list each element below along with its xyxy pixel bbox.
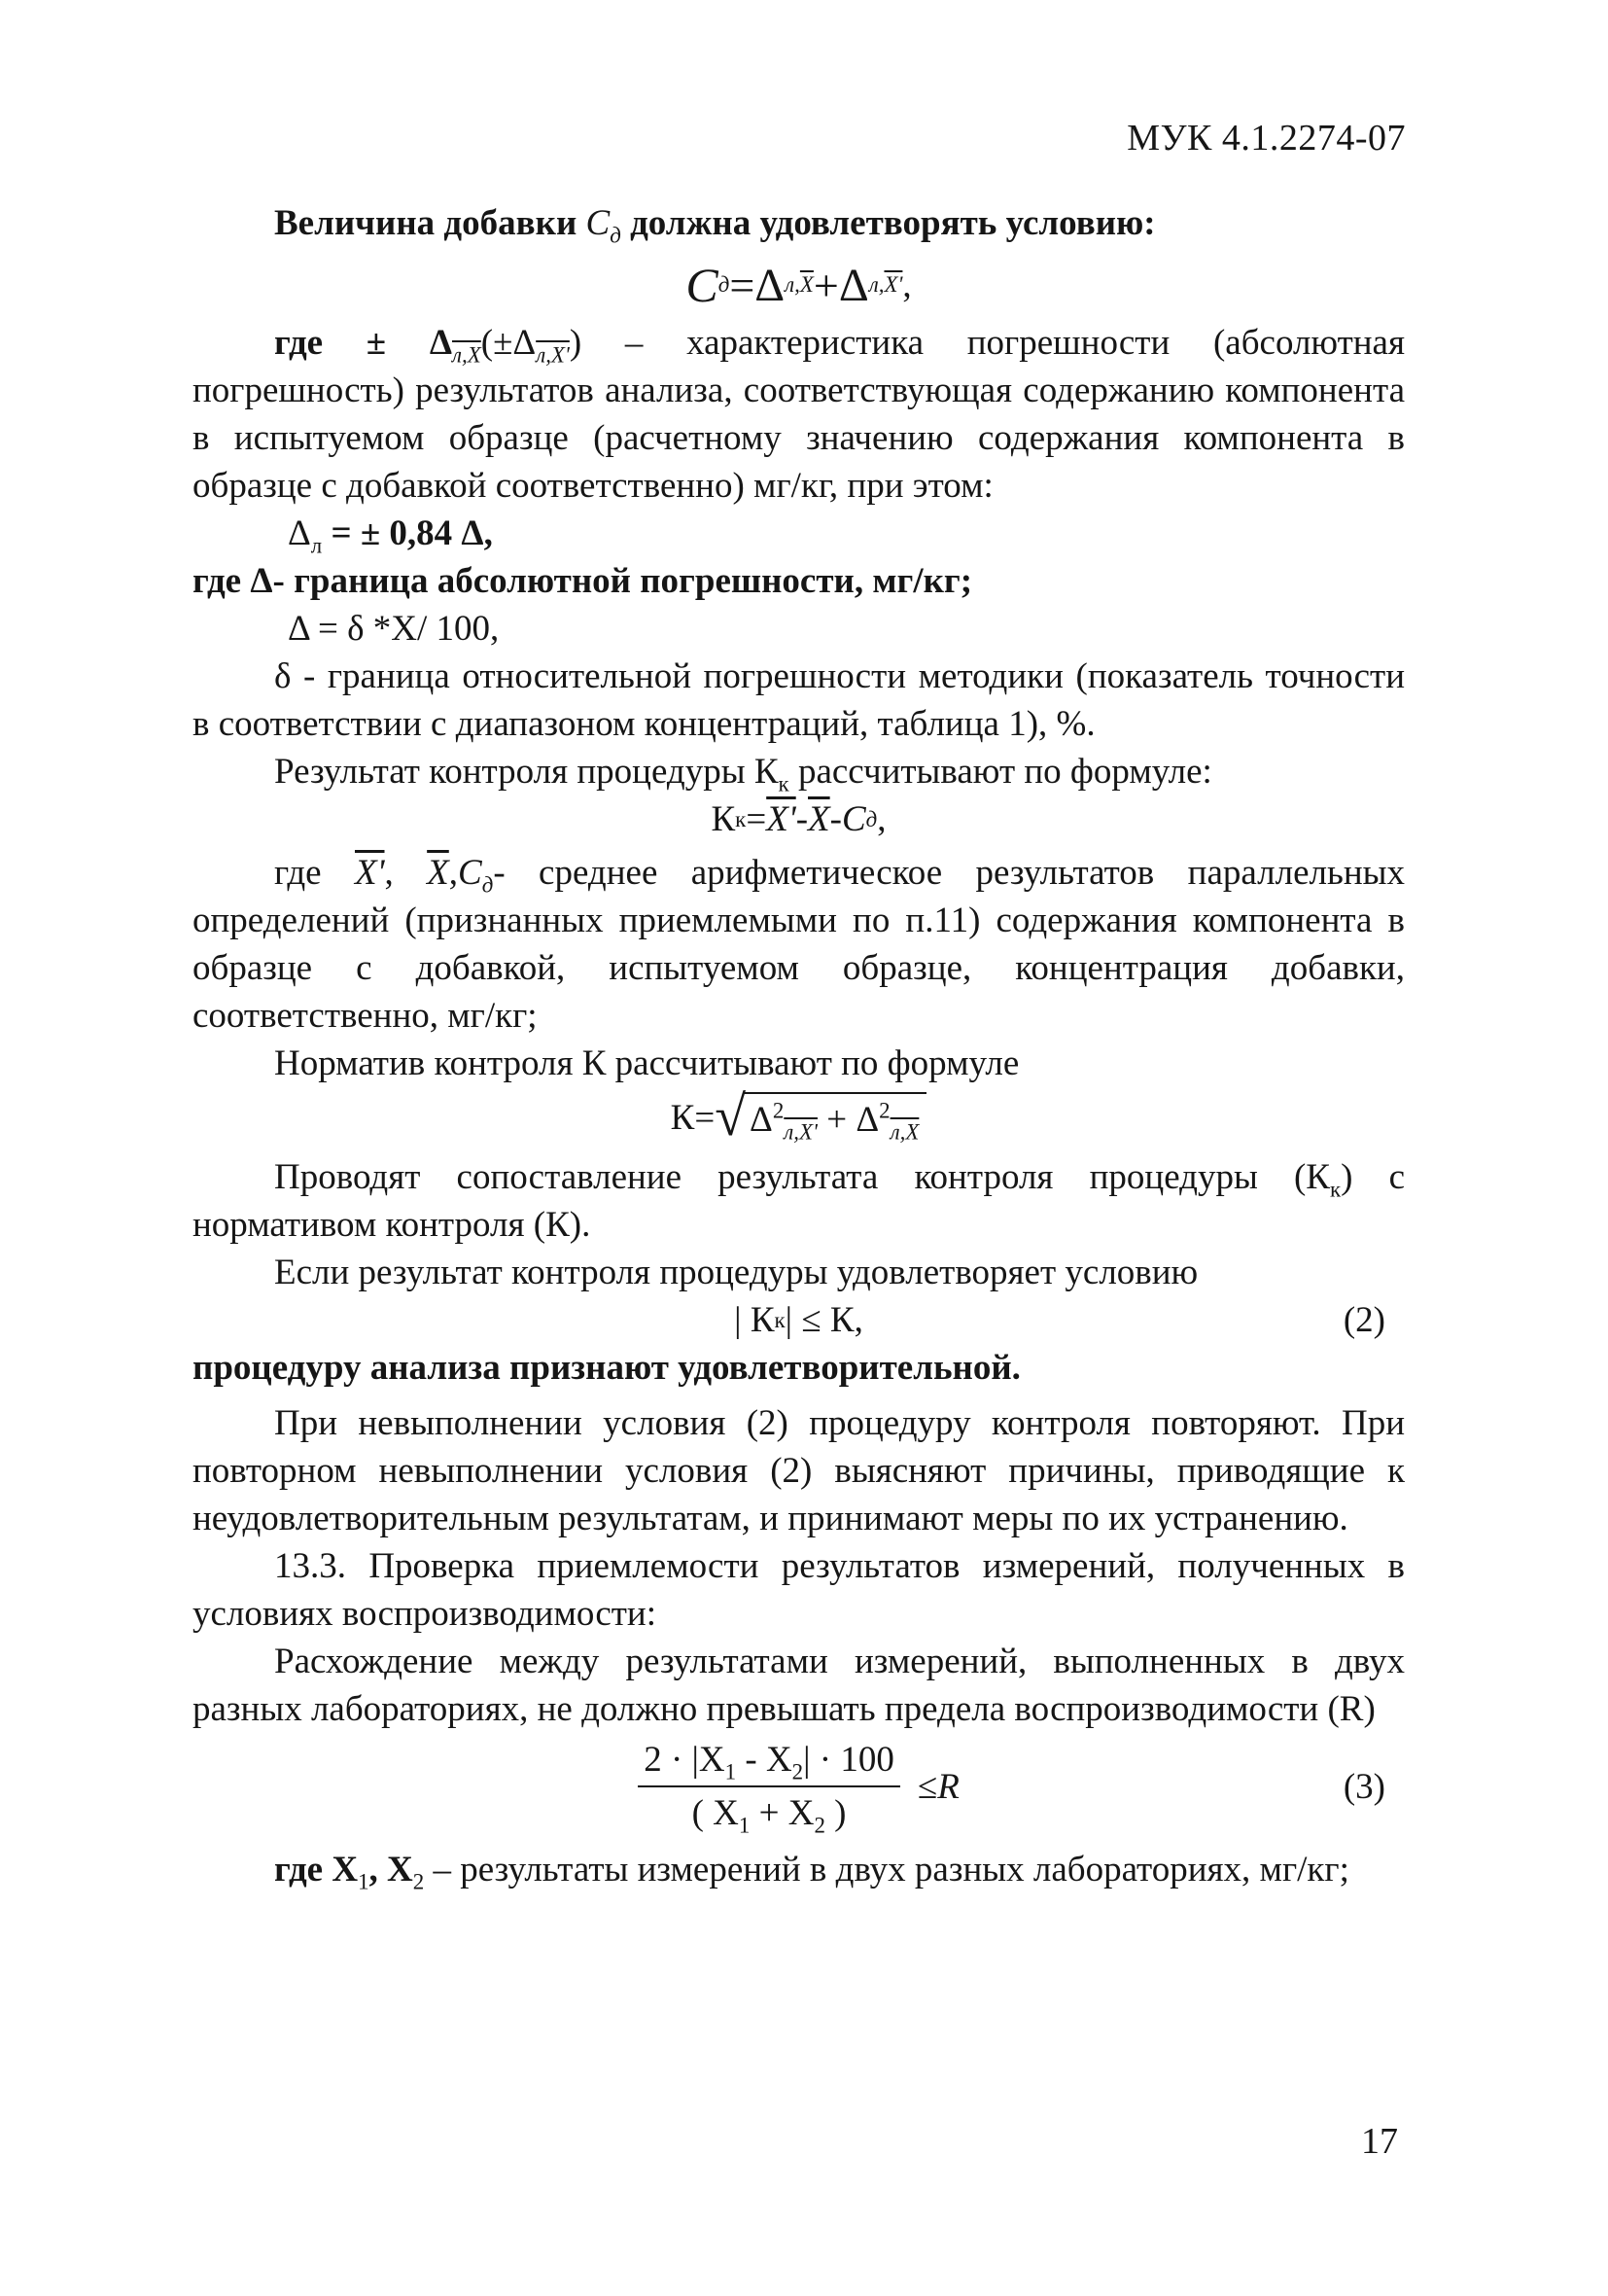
fraction: $\frac{2 \cdot |X_1 - X_2| \cdot 100}{( X_1 + X_2 )}$: [638, 1736, 900, 1837]
norm-formula: К= √ $\Delta^2_{л,X'} + \Delta^2_{л,X}$: [192, 1087, 1405, 1148]
discrepancy-text: Расхождение между результатами измерений, выполненных в двух разных лабораториях, не должно превышать предела воспроизводимости (R): [192, 1642, 1405, 1729]
delta-l-formula: $\Delta_л$ = ± 0,84 Δ,: [288, 513, 493, 558]
equation-number-2: (2): [1343, 1300, 1385, 1340]
kk-formula: К к = X' - $\overline{X}$ - C д ,: [711, 799, 887, 839]
square-root: √ $\Delta^2_{л,X'} + \Delta^2_{л,X}$: [715, 1092, 926, 1144]
x1-x2-definition: где $X_1$, $X_2$ – результаты измерений в двух разных лабораториях, мг/кг;: [274, 1850, 1349, 1894]
condition-result: процедуру анализа признают удовлетворительной.: [192, 1348, 1021, 1388]
kk-intro: Результат контроля процедуры $К_к$ рассчитывают по формуле:: [274, 752, 1212, 796]
condition-formula: | К к | ≤ К, (2): [192, 1296, 1405, 1344]
section-13-3: 13.3. Проверка приемлемости результатов измерений, полученных в условиях воспроизводимости:: [192, 1546, 1405, 1634]
error-characteristic: где ± $\Delta_{л,X}(\pm\Delta_{л,X'})$ – характеристика погрешности (абсолютная погрешность) результатов анализа, соответствующая содержанию компонента в испытуемом образце (расчетному значению содержания компонента в образце с добавкой соответственно) мг/кг, при этом:: [192, 323, 1405, 506]
additive-intro: Величина добавки $C_д$ должна удовлетворять условию:: [274, 203, 1156, 248]
delta-definition: где Δ- граница абсолютной погрешности, мг/кг;: [192, 561, 973, 601]
mean-values-description: где X', $\overline{X},C_д-$ среднее арифметическое результатов параллельных определений (признанных приемлемыми по п.11) содержания компонента в образце с добавкой, испытуемом образце, концентрация добавки, соответственно, мг/кг;: [192, 853, 1405, 1036]
page-body: [192, 199, 1405, 1893]
additive-formula: C д = Δ $л,\overline{X}$ + Δ л,X' ,: [685, 257, 912, 312]
reproducibility-formula: $\frac{2 \cdot |X_1 - X_2| \cdot 100}{( X_1 + X_2 )}$ ≤ R (3): [192, 1733, 1405, 1840]
document-code: МУК 4.1.2274-07: [1127, 118, 1406, 159]
norm-intro: Норматив контроля К рассчитывают по формуле: [274, 1043, 1020, 1083]
relative-error-description: δ - граница относительной погрешности методики (показатель точности в соответствии с диапазоном концентраций, таблица 1), %.: [192, 656, 1405, 744]
repeat-procedure: При невыполнении условия (2) процедуру контроля повторяют. При повторном невыполнении условия (2) выясняют причины, приводящие к неудовлетворительным результатам, и принимают меры по их устранению.: [192, 1403, 1405, 1538]
condition-intro: Если результат контроля процедуры удовлетворяет условию: [274, 1253, 1199, 1292]
delta-formula: Δ = δ *X/ 100,: [288, 609, 500, 649]
comparison-text: Проводят сопоставление результата контроля процедуры $(К_к)$ с нормативом контроля (К).: [192, 1157, 1405, 1245]
equation-number-3: (3): [1343, 1766, 1385, 1807]
page-number: 17: [1361, 2121, 1398, 2162]
